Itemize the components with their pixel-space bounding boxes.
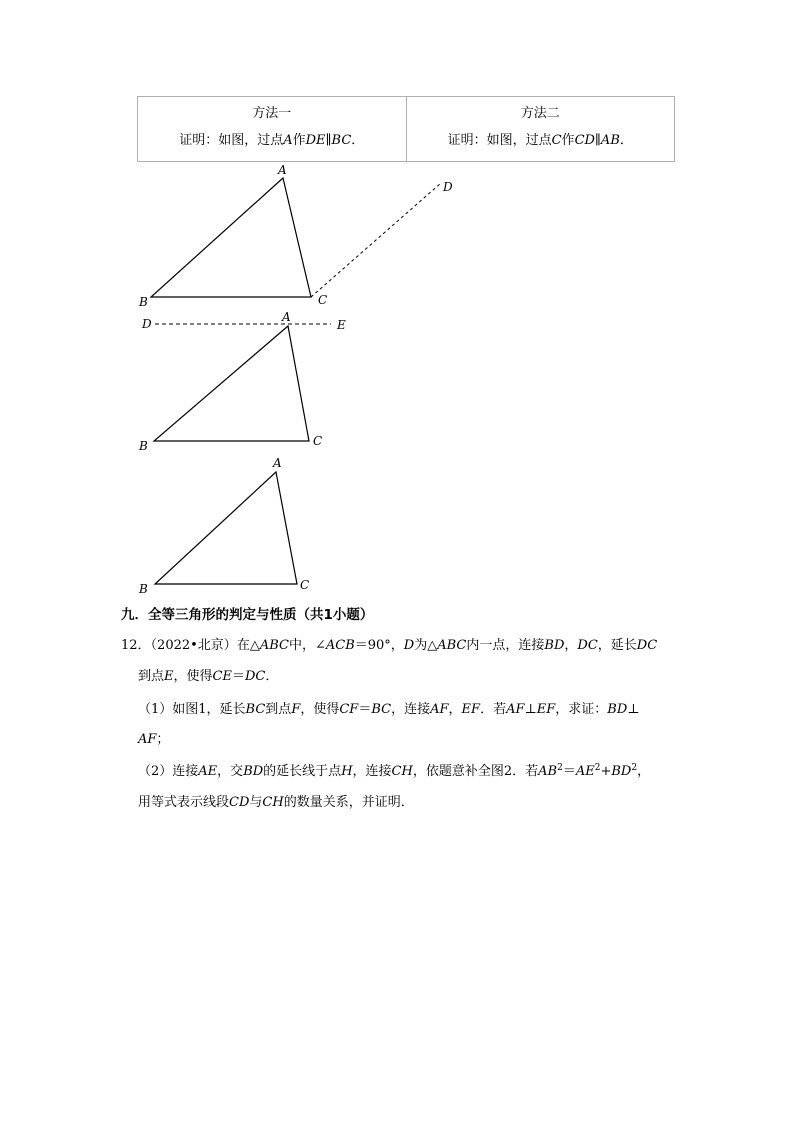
superscript: 2 — [557, 763, 563, 773]
dashed-line-cd — [311, 183, 441, 297]
superscript: 2 — [631, 763, 638, 773]
label-b: B — [139, 582, 148, 596]
math: CE — [212, 669, 232, 684]
math: BD — [243, 764, 264, 779]
math: AE — [575, 764, 595, 779]
text: 的数量关系，并证明． — [283, 795, 414, 810]
text: 用等式表示线段 — [138, 795, 230, 810]
text: （2）连接 — [138, 764, 199, 779]
text: 与 — [249, 795, 263, 810]
figure-1 — [138, 163, 453, 309]
figure-3 — [138, 456, 309, 596]
problem-line-2 — [138, 668, 278, 686]
math: AE — [198, 764, 218, 779]
proof-verb: 作 — [292, 133, 306, 148]
text: （1）如图1，延长 — [138, 702, 246, 717]
triangle-abc — [155, 472, 297, 584]
math: EF — [461, 702, 481, 717]
text: ⊥ — [627, 702, 640, 717]
label-a: A — [273, 456, 282, 470]
text: ，连接 — [352, 764, 392, 779]
text: ，依题意补全图2．若 — [412, 764, 539, 779]
text: ，交 — [217, 764, 244, 779]
math: AF — [430, 702, 449, 717]
label-a: A — [278, 163, 287, 177]
text: + — [600, 764, 612, 779]
math: DC — [636, 638, 658, 653]
text: 在△ — [236, 638, 260, 653]
label-d: D — [142, 317, 152, 331]
text: ⊥ — [524, 702, 537, 717]
proof-point: A — [283, 133, 293, 148]
text: ＝90°， — [354, 638, 404, 653]
text: 的延长线于点 — [263, 764, 342, 779]
proof-prefix: 证明：如图，过点 — [447, 133, 552, 148]
text: ，连接 — [391, 702, 431, 717]
label-c: C — [313, 434, 323, 448]
label-e: E — [337, 318, 346, 332]
proof-construction: CD∥AB — [574, 133, 620, 148]
math: H — [341, 764, 353, 779]
problem-source: （2022•北京） — [150, 638, 237, 653]
math: CF — [339, 702, 359, 717]
proof-construction: DE∥BC — [305, 133, 352, 148]
label-c: C — [300, 578, 310, 592]
proof-end: ． — [619, 133, 633, 148]
text: ， — [637, 764, 651, 779]
problem-line-1 — [121, 637, 657, 655]
text: ． — [265, 669, 279, 684]
text: 到点 — [138, 669, 165, 684]
part-1-line-1 — [138, 701, 639, 719]
proof-point: C — [551, 133, 562, 148]
math: AF — [138, 732, 157, 747]
text: ， — [564, 638, 578, 653]
math: AF — [506, 702, 525, 717]
part-2-line-1 — [138, 763, 650, 781]
math: CH — [391, 764, 413, 779]
text: ＝ — [562, 764, 576, 779]
math: DC — [577, 638, 598, 653]
math: E — [164, 669, 174, 684]
label-b: B — [139, 295, 148, 309]
method-two-title: 方法二 — [520, 106, 560, 121]
part-2-line-2 — [138, 794, 414, 812]
math: CD — [229, 795, 250, 810]
math: CH — [262, 795, 284, 810]
math: BC — [245, 702, 266, 717]
math: BD — [611, 764, 632, 779]
math: DC — [244, 669, 266, 684]
superscript: 2 — [594, 763, 601, 773]
label-b: B — [139, 439, 148, 453]
math: BC — [371, 702, 392, 717]
proof-end: ． — [351, 133, 365, 148]
label-d: D — [443, 180, 453, 194]
text: ，求证： — [555, 702, 608, 717]
math: AB — [538, 764, 558, 779]
text: 到点 — [265, 702, 292, 717]
math: ACB — [325, 638, 355, 653]
triangle-abc — [151, 178, 311, 297]
math: BD — [607, 702, 628, 717]
label-a: A — [282, 310, 291, 324]
text: 中，∠ — [288, 638, 326, 653]
text: 内一点，连接 — [466, 638, 545, 653]
method-one-title: 方法一 — [252, 106, 292, 121]
problem-number: 12． — [121, 638, 151, 653]
math: ABC — [437, 638, 467, 653]
text: 为△ — [414, 638, 438, 653]
figure-2 — [138, 310, 346, 453]
text: ，使得 — [300, 702, 340, 717]
text: ＝ — [358, 702, 372, 717]
math: EF — [536, 702, 556, 717]
label-c: C — [318, 293, 328, 307]
section-heading: 九．全等三角形的判定与性质（共1小题） — [121, 607, 374, 623]
part-1-line-2 — [138, 731, 169, 749]
text: ，使得 — [173, 669, 213, 684]
text: ＝ — [231, 669, 245, 684]
text: ．若 — [480, 702, 507, 717]
triangle-abc — [154, 326, 309, 441]
text: ，延长 — [597, 638, 637, 653]
math: D — [403, 638, 415, 653]
proof-prefix: 证明：如图，过点 — [179, 133, 284, 148]
proof-verb: 作 — [561, 133, 575, 148]
math: ABC — [259, 638, 289, 653]
math: F — [291, 702, 301, 717]
text: ； — [156, 732, 170, 747]
text: ， — [448, 702, 462, 717]
math: BD — [544, 638, 565, 653]
